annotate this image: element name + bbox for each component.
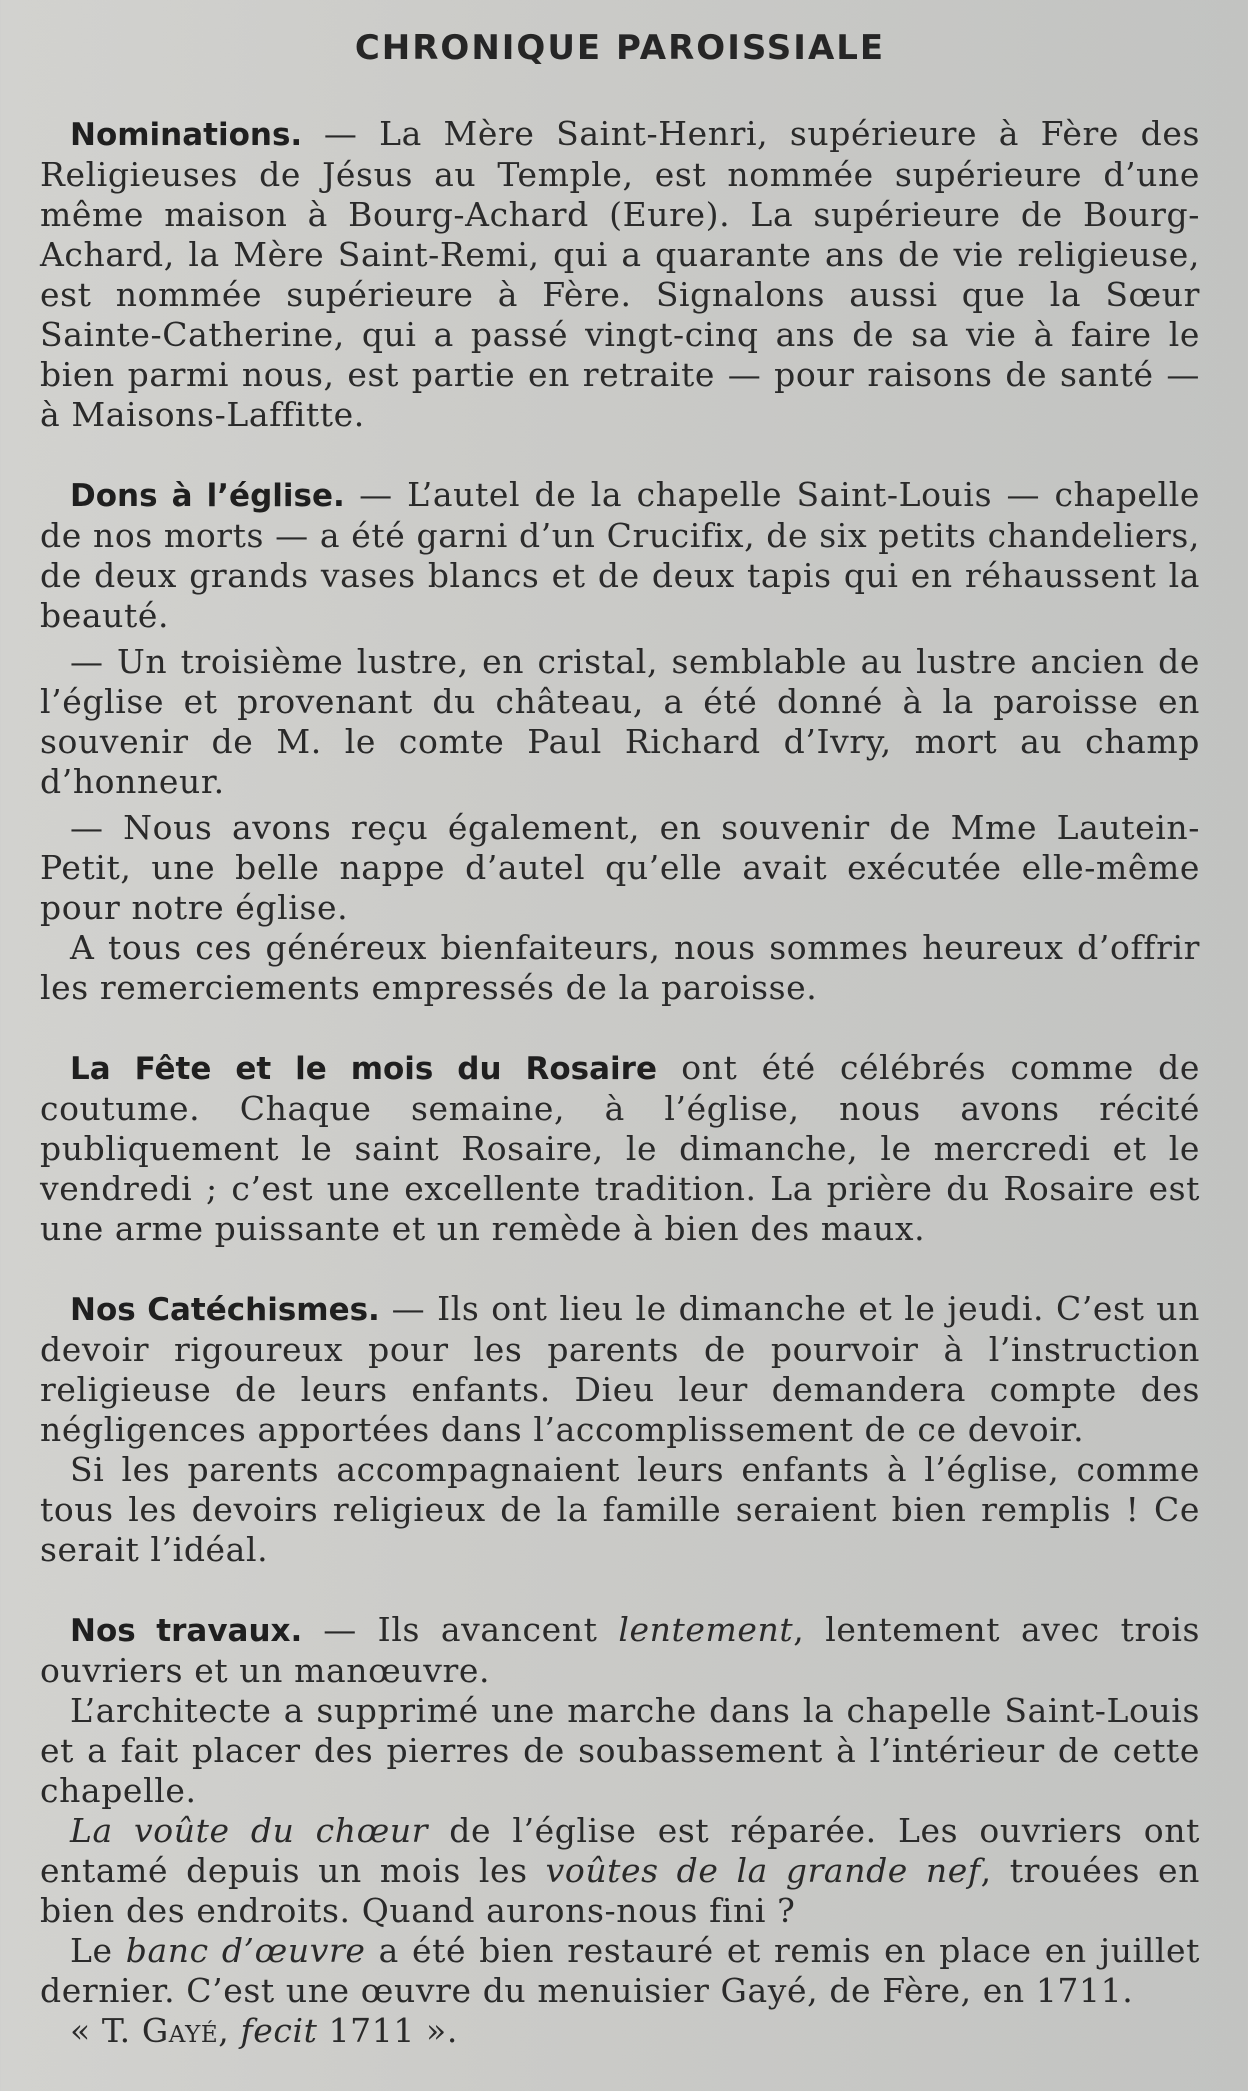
paragraph: « T. Gayé, fecit 1711 ». — [70, 2011, 458, 2050]
paragraph: Nos travaux. — Ils avancent lentement, lentement avec trois ouvriers et un manœuvre. — [40, 1610, 1201, 1690]
paragraph: Dons à l’église. — L’autel de la chapelle Saint-Louis — chapelle de nos morts — a été garni d’un Crucifix, de six petits chandeliers, de deux grands vases blancs et de deux tapis qui en réhaussent la beauté. — [40, 475, 1200, 635]
paragraph: La voûte du chœur de l’église est réparée. Les ouvriers ont entamé depuis un mois les voûtes de la grande nef, trouées en bien des endroits. Quand aurons-nous fini ? — [40, 1811, 1200, 1930]
section-heading: Nos Catéchismes. — [70, 1292, 380, 1328]
paragraph: A tous ces généreux bienfaiteurs, nous sommes heureux d’offrir les remerciements empressés de la paroisse. — [40, 928, 1200, 1007]
paragraph: La Fête et le mois du Rosaire ont été célébrés comme de coutume. Chaque semaine, à l’église, nous avons récité publiquement le saint Rosaire, le dimanche, le mercredi et le vendredi ; c’est une excellente tradition. La prière du Rosaire est une arme puissante et un remède à bien des maux. — [40, 1048, 1200, 1248]
section-heading: Dons à l’église. — [70, 478, 345, 514]
paragraph: L’architecte a supprimé une marche dans la chapelle Saint-Louis et a fait placer des pierres de soubassement à l’intérieur de cette chapelle. — [40, 1691, 1200, 1810]
page-title: CHRONIQUE PAROISSIALE — [354, 28, 886, 68]
paragraph: — Un troisième lustre, en cristal, semblable au lustre ancien de l’église et provenant du château, a été donné à la paroisse en souvenir de M. le comte Paul Richard d’Ivry, mort au champ d’honneur. — [40, 642, 1200, 801]
paragraph: Le banc d’œuvre a été bien restauré et remis en place en juillet dernier. C’est une œuvre du menuisier Gayé, de Fère, en 1711. — [40, 1931, 1200, 2010]
section-heading: La Fête et le mois du Rosaire — [70, 1051, 657, 1087]
section-catechismes — [40, 1289, 1200, 1570]
paragraph: Nos Catéchismes. — Ils ont lieu le dimanche et le jeudi. C’est un devoir rigoureux pour les parents de pourvoir à l’instruction religieuse de leurs enfants. Dieu leur demandera compte des négligences apportées dans l’accomplissement de ce devoir. — [40, 1289, 1200, 1449]
section-nominations — [40, 114, 1200, 435]
section-heading: Nos travaux. — [70, 1613, 303, 1649]
section-rosaire — [40, 1048, 1200, 1249]
page — [40, 20, 1200, 2091]
section-dons — [40, 475, 1200, 1008]
paragraph: Nominations. — La Mère Saint-Henri, supérieure à Fère des Religieuses de Jésus au Temple, est nommée supérieure d’une même maison à Bourg-Achard (Eure). La supérieure de Bourg-Achard, la Mère Saint-Remi, qui a quarante ans de vie religieuse, est nommée supérieure à Fère. Signalons aussi que la Sœur Sainte-Catherine, qui a passé vingt-cinq ans de sa vie à faire le bien parmi nous, est partie en retraite — pour raisons de santé — à Maisons-Laffitte. — [40, 114, 1200, 434]
paragraph: — Nous avons reçu également, en souvenir de Mme Lautein-Petit, une belle nappe d’autel qu’elle avait exécutée elle-même pour notre église. — [40, 808, 1200, 927]
section-travaux — [40, 1610, 1200, 2051]
section-heading: Nominations. — [70, 117, 303, 153]
paragraph: Si les parents accompagnaient leurs enfants à l’église, comme tous les devoirs religieux de la famille seraient bien remplis ! Ce serait l’idéal. — [40, 1450, 1200, 1569]
